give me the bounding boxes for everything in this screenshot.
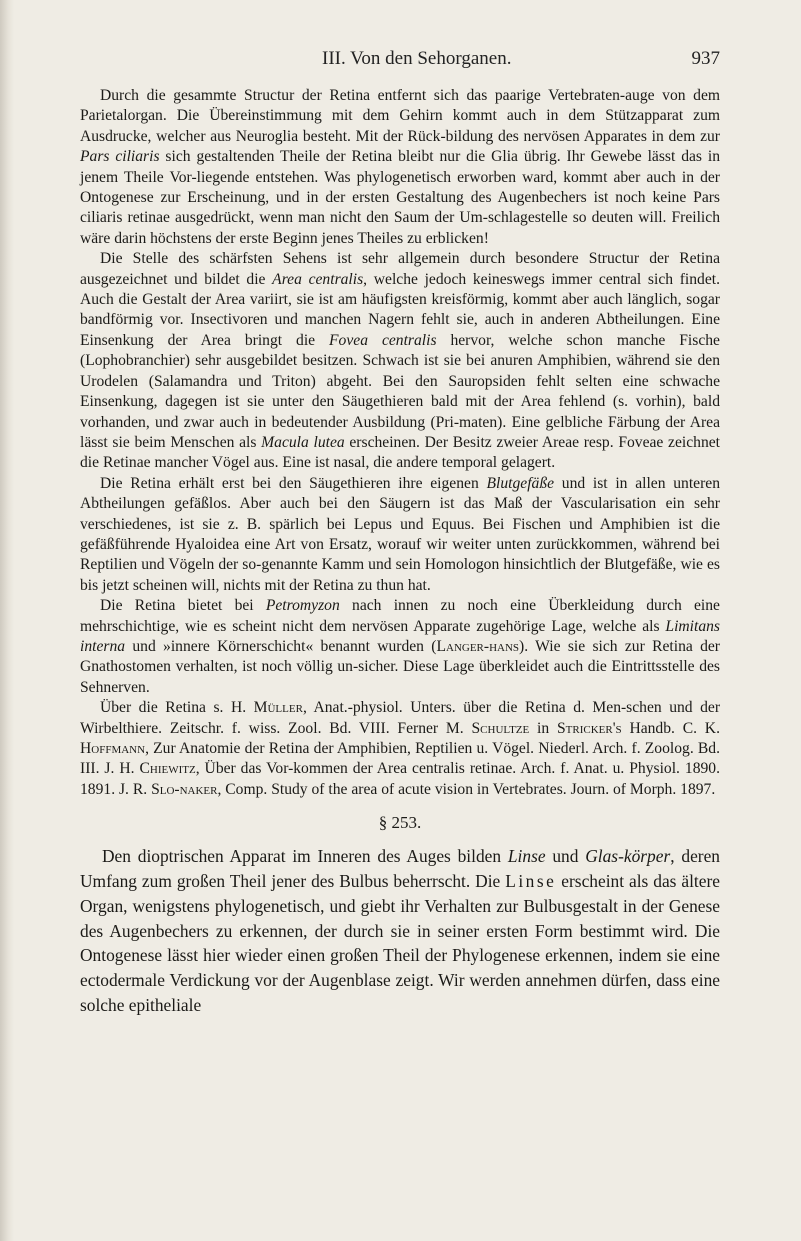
paragraph-area-centralis: Die Stelle des schärfsten Sehens ist sehr allgemein durch besondere Structur der Retina ausgezeichnet und bildet die Area centralis, welche jedoch keineswegs immer central sich findet. Auch die Gestalt der Area variirt, sie ist am häufigsten kreisförmig, kommt aber auch länglich, sogar bandförmig vor. Insectivoren und manchen Nagern fehlt sie, auch in anderen Abtheilungen. Eine Einsenkung der Area bringt die Fovea centralis hervor, welche schon manche Fische (Lophobranchier) sehr ausgebildet besitzen. Schwach ist sie bei anuren Amphibien, während sie den Urodelen (Salamandra und Triton) abgeht. Bei den Sauropsiden fehlt selten eine schwache Einsenkung, dagegen ist sie unter den Säugethieren bald mit der Area fehlend (s. vorhin), bald vorhanden, und zwar auch in bedeutender Ausbildung (Pri-maten). Eine gelbliche Färbung der Area lässt sie beim Menschen als Macula lutea erscheinen. Der Besitz zweier Areae resp. Foveae zeichnet die Retinae mancher Vögel aus. Eine ist nasal, die andere temporal gelagert. bbox=[80, 250, 721, 472]
paragraph-petromyzon: Die Retina bietet bei Petromyzon nach innen zu noch eine Überkleidung durch eine mehrschichtige, wie es scheint nicht dem nervösen Apparate zugehörige Lage, welche als Limitans interna und »innere Körnerschicht« benannt wurden (Langer-hans). Wie sie sich zur Retina der Gnathostomen verhalten, ist noch völlig un-sicher. Diese Lage überkleidet auch die Eintrittsstelle des Sehnerven. bbox=[80, 597, 720, 696]
running-header bbox=[80, 48, 720, 78]
paragraph-retina-structure: Durch die gesammte Structur der Retina entfernt sich das paarige Vertebraten-auge von dem Parietalorgan. Die Übereinstimmung mit dem Gehirn kommt auch in dem Stützapparat zum Ausdrucke, welcher aus Neuroglia besteht. Mit der Rück-bildung des nervösen Apparates in dem zur Pars ciliaris sich gestaltenden Theile der Retina bleibt nur die Glia übrig. Ihr Gewebe lässt das in jenem Theile Vor-liegende entstehen. Was phylogenetisch erworben ward, kommt aber auch in der Ontogenese zur Erscheinung, und in der ersten Gestaltung des Augenbechers ist noch keine Pars ciliaris retinae ausgedrückt, wenn man nicht den Saum der Um-schlagestelle so deuten will. Freilich wäre darin höchstens der erste Beginn jenes Theiles zu erblicken! bbox=[80, 87, 720, 247]
main-text-block bbox=[80, 844, 720, 1018]
book-page bbox=[80, 48, 720, 1018]
paragraph-references: Über die Retina s. H. Müller, Anat.-physiol. Unters. über die Retina d. Men-schen und der Wirbelthiere. Zeitschr. f. wiss. Zool. Bd. VIII. Ferner M. Schultze in Stricker's Handb. C. K. Hoffmann, Zur Anatomie der Retina der Amphibien, Reptilien u. Vögel. Niederl. Arch. f. Zoolog. Bd. III. J. H. Chiewitz, Über das Vor-kommen der Area centralis retinae. Arch. f. Anat. u. Physiol. 1890. 1891. J. R. Slo-naker, Comp. Study of the area of acute vision in Vertebrates. Journ. of Morph. 1897. bbox=[80, 699, 721, 798]
page-number: 937 bbox=[691, 48, 720, 69]
running-title: III. Von den Sehorganen. bbox=[322, 48, 512, 69]
small-print-block bbox=[80, 86, 720, 800]
section-heading: § 253. bbox=[378, 813, 422, 833]
paragraph-dioptric-apparatus: Den dioptrischen Apparat im Inneren des Auges bilden Linse und Glas-körper, deren Umfang zum großen Theil jener des Bulbus beherrscht. Die Linse erscheint als das ältere Organ, wenigstens phylogenetisch, und giebt ihr Verhalten zur Bulbusgestalt in der Genese des Augenbechers zu erkennen, der durch sie in seiner ersten Form bestimmt wird. Die Ontogenese lässt hier wieder einen großen Theil der Phylogenese erkennen, indem sie eine ectodermale Verdickung vor der Augenblase zeigt. Wir werden annehmen dürfen, dass eine solche epitheliale bbox=[80, 846, 720, 1015]
paragraph-blood-vessels: Die Retina erhält erst bei den Säugethieren ihre eigenen Blutgefäße und ist in allen unteren Abtheilungen gefäßlos. Aber auch bei den Säugern ist das Maß der Vascularisation ein sehr verschiedenes, ist sie z. B. spärlich bei Lepus und Equus. Bei Fischen und Amphibien ist die gefäßführende Hyaloidea eine Art von Ersatz, worauf wir weiter unten zurückkommen, während bei Reptilien und Vögeln der so-genannte Kamm und sein Homologon hinsichtlich der Blutgefäße, wie es bis jetzt scheinen will, nichts mit der Retina zu thun hat. bbox=[80, 474, 720, 594]
page-binding-edge bbox=[0, 0, 14, 1241]
